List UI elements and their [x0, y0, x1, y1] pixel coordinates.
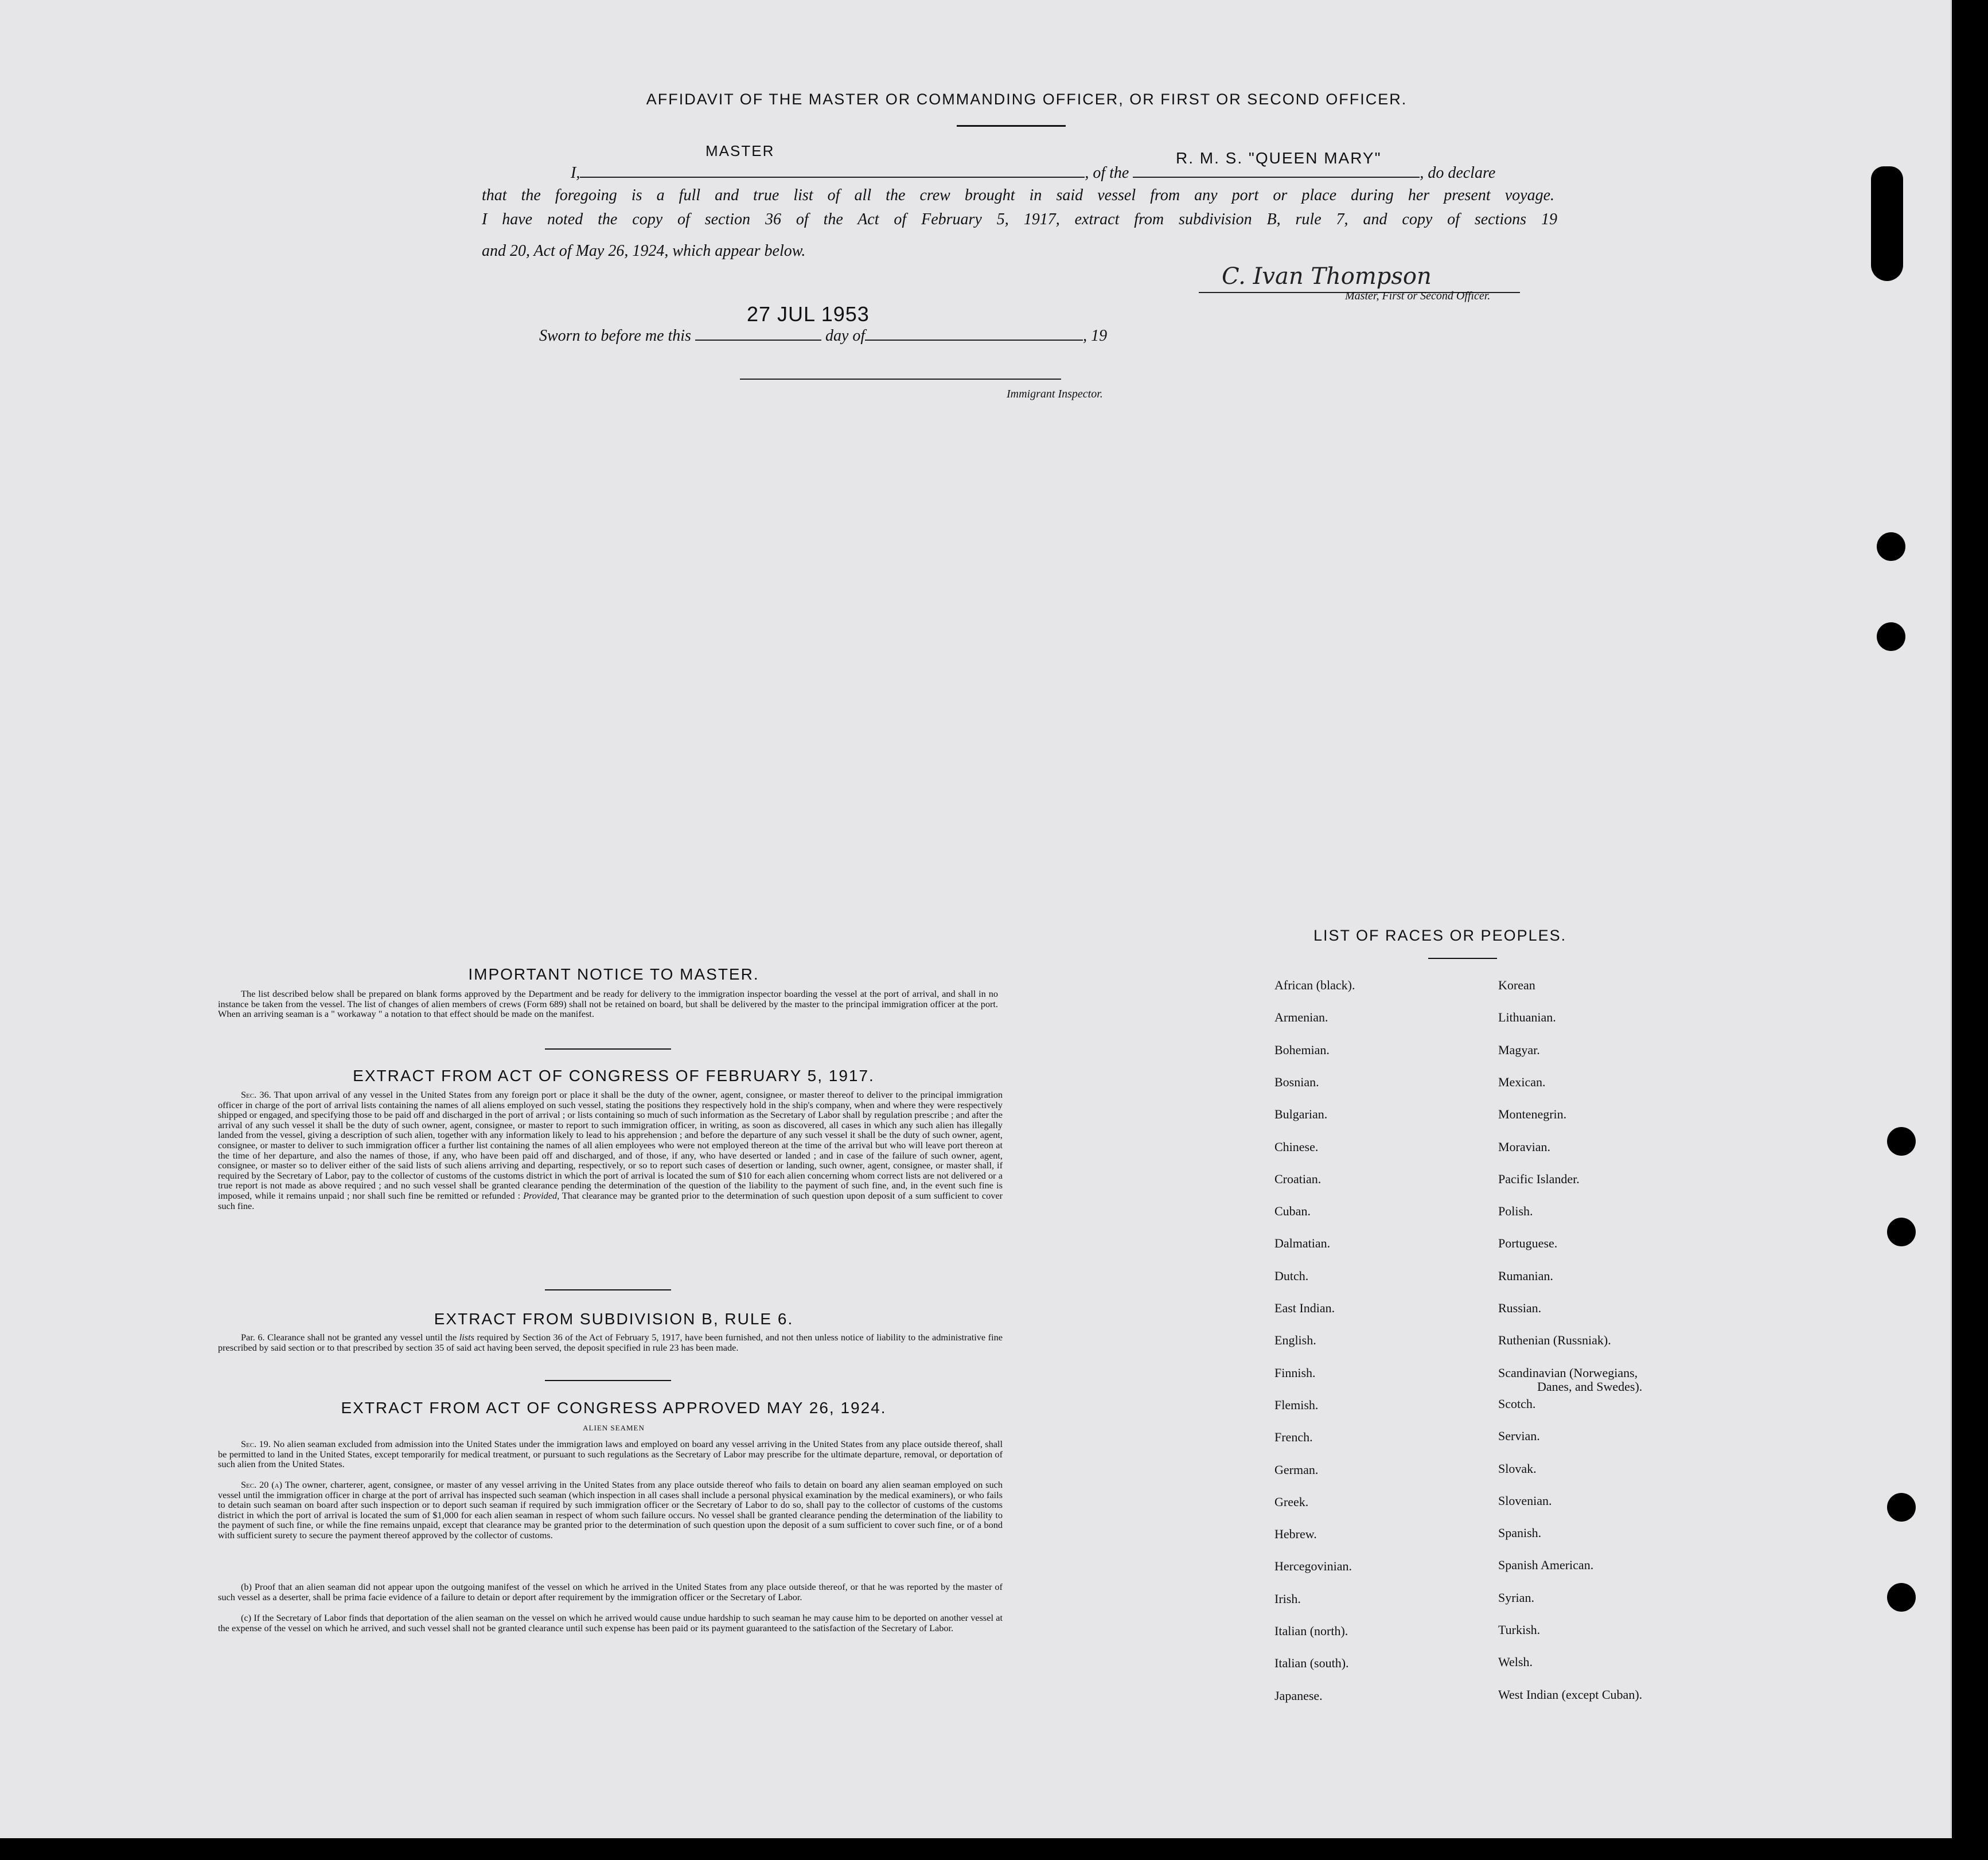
extract-rule6-body	[218, 1332, 1003, 1352]
race-item: Japanese.	[1274, 1688, 1323, 1703]
par-6-text-a: Clearance shall not be granted any vessel until the	[267, 1332, 457, 1343]
race-item: Italian (south).	[1274, 1656, 1349, 1671]
sworn-year: , 19	[1083, 327, 1108, 345]
race-item: Moravian.	[1498, 1139, 1551, 1154]
declaration-i: I,	[571, 164, 580, 182]
extract-1917-body	[218, 1090, 1003, 1211]
signature-text: C. Ivan Thompson	[1222, 263, 1432, 290]
master-stamp: MASTER	[705, 142, 775, 159]
inspector-caption: Immigrant Inspector.	[1007, 388, 1103, 400]
races-title: LIST OF RACES OR PEOPLES.	[1313, 927, 1567, 944]
race-item: Croatian.	[1274, 1171, 1322, 1186]
section-rule-1	[545, 1048, 671, 1050]
notice-body	[218, 989, 998, 1019]
declaration-do-declare: , do declare	[1420, 164, 1496, 182]
race-item: Bulgarian.	[1274, 1107, 1328, 1122]
race-item: Polish.	[1498, 1204, 1533, 1219]
sec-20b-label: (b)	[241, 1581, 252, 1592]
provided-word: Provided,	[523, 1190, 560, 1201]
race-item: Chinese.	[1274, 1139, 1319, 1154]
notice-text: The list described below shall be prepared on blank forms approved by the Department and be ready for delivery to the immigration inspector boarding the vessel at the port of arrival, and shall in no instance be taken from the vessel. The list of changes of alien members of crews (Form 689) shall not be retained on board, but shall be delivered by the master to the principal immigration officer at the port. When an arriving seaman is a " workaway " a notation to that effect should be made on the manifest.	[218, 988, 998, 1020]
sec-20c-paragraph	[218, 1613, 1003, 1633]
inspector-signature-line[interactable]	[740, 379, 1061, 380]
sworn-month-blank[interactable]	[865, 340, 1083, 341]
sworn-prefix: Sworn to before me this	[539, 327, 691, 345]
master-name-blank[interactable]	[580, 177, 1085, 178]
race-item: Pacific Islander.	[1498, 1171, 1580, 1186]
race-item: Ruthenian (Russniak).	[1498, 1333, 1611, 1348]
extract-rule6-title: EXTRACT FROM SUBDIVISION B, RULE 6.	[434, 1310, 794, 1328]
race-item: West Indian (except Cuban).	[1498, 1687, 1643, 1702]
sworn-day-of: day of	[825, 327, 866, 345]
punch-hole	[1887, 1493, 1916, 1522]
race-item: Spanish American.	[1498, 1558, 1594, 1573]
race-item: Magyar.	[1498, 1042, 1540, 1057]
sec-20a-paragraph	[218, 1480, 1003, 1541]
section-rule-3	[545, 1380, 671, 1381]
race-item: Armenian.	[1274, 1010, 1328, 1025]
sec-19-text: No alien seaman excluded from admission into the United States under the immigration laws and employed on board any vessel arriving in the United States from any place outside thereof, shall be permitted to land in the United States, except temporarily for medical treatment, or pursuant to such regulations as the Secretary of Labor may prescribe for the ultimate departure, removal, or deportation of such alien from the United States.	[218, 1438, 1003, 1470]
race-item: Bosnian.	[1274, 1074, 1319, 1089]
sec-19-paragraph	[218, 1439, 1003, 1469]
vessel-name: R. M. S. "QUEEN MARY"	[1176, 149, 1382, 167]
race-item: Italian (north).	[1274, 1624, 1348, 1638]
race-item: Portuguese.	[1498, 1236, 1558, 1251]
race-item: Montenegrin.	[1498, 1107, 1567, 1122]
notice-title: IMPORTANT NOTICE TO MASTER.	[468, 965, 759, 983]
sec-20c-text: If the Secretary of Labor finds that deportation of the alien seaman on the vessel on which he arrived would cause undue hardship to such seaman he may cause him to be deported on another vessel at the expense of the vessel on which he arrived, and such vessel shall not be granted clearance until such expense has been paid or its payment guaranteed to the satisfaction of the Secretary of Labor.	[218, 1612, 1003, 1633]
sec-20a-label: Sec. 20 (a)	[241, 1479, 283, 1490]
race-item: Scandinavian (Norwegians,	[1498, 1365, 1638, 1380]
extract-1924-subtitle: ALIEN SEAMEN	[583, 1424, 645, 1432]
sec-36-label: Sec. 36.	[241, 1089, 271, 1100]
race-item: Irish.	[1274, 1591, 1301, 1606]
sworn-line	[539, 327, 1107, 345]
race-item: Slovak.	[1498, 1461, 1537, 1476]
declaration-line-2: that the foregoing is a full and true list of all the crew brought in said vessel from any port or place during her present voyage.	[482, 186, 1554, 204]
sworn-day-blank[interactable]	[695, 340, 821, 341]
race-item: Cuban.	[1274, 1204, 1311, 1219]
sec-36-text: That upon arrival of any vessel in the United States from any foreign port or place it shall be the duty of the owner, agent, consignee, or master thereof to deliver to the principal immigration officer in charge of the port of arrival lists containing the names of all aliens employed on such vessel, stating the positions they respectively hold in the ship's company, when and where they were respectively shipped or engaged, and specifying those to be paid off and discharged in the port of arrival ; or lists containing so much of such information as the Secretary of Labor shall by regulation prescribe ; and after the arrival of any such vessel it shall be the duty of such owner, agent, consignee, or master to report to such immigration officer, in writing, as soon as discovered, all cases in which any such alien has illegally landed from the vessel, giving a description of such alien, together with any information likely to lead to his apprehension ; and before the departure of any such vessel it shall be the duty of such owner, agent, consignee, or master to deliver to such immigration officer a further list containing the names of all alien employees who were not employed thereon at the time of the arrival but who will leave port thereon at the time of her departure, and also the names of those, if any, who have been paid off and discharged, and of those, if any, who have deserted or landed ; and in case of the failure of such owner, agent, consignee, or master so to deliver either of the said lists of such aliens arriving and departing, respectively, or so to report such cases of desertion or landing, such owner, agent, consignee, or master shall, if required by the Secretary of Labor, pay to the collector of customs of the customs district in which the port of arrival is located the sum of $10 for each alien concerning whom correct lists are not delivered or a true report is not made as above required ; and no such vessel shall be granted clearance pending the determination of the question of the liability to the payment of such fine, and, in the event such fine is imposed, while it remains unpaid ; nor shall such fine be remitted or refunded :	[218, 1089, 1003, 1201]
sec-20b-paragraph	[218, 1582, 1003, 1602]
race-item: East Indian.	[1274, 1301, 1335, 1315]
sec-20b-text: Proof that an alien seaman did not appear upon the outgoing manifest of the vessel on which he arrived in the United States from any place outside thereof, or that he was reported by the master of such vessel as a deserter, shall be prima facie evidence of a failure to detain or deport after requirement by the immigration officer or the Secretary of Labor.	[218, 1581, 1003, 1602]
punch-hole	[1887, 1218, 1916, 1246]
par-6-text-b: required by Section 36 of the Act of February 5, 1917, have been furnished, and not then unless notice of liability to the administrative fine prescribed by said section or to that prescribed by section 35 of said act having been served, the deposit specified in rule 23 has been made.	[218, 1332, 1003, 1353]
race-item: Finnish.	[1274, 1365, 1316, 1380]
race-item: Flemish.	[1274, 1397, 1319, 1412]
race-item: Korean	[1498, 978, 1535, 992]
signature-caption: Master, First or Second Officer.	[1345, 290, 1491, 302]
lists-word: lists	[459, 1332, 474, 1343]
punch-hole	[1877, 532, 1905, 561]
race-item: Danes, and Swedes).	[1537, 1379, 1643, 1394]
section-rule-2	[545, 1289, 671, 1290]
declaration-of-the: , of the	[1085, 164, 1129, 182]
sec-20c-label: (c)	[241, 1612, 252, 1623]
race-item: Slovenian.	[1498, 1493, 1552, 1508]
race-item: Dutch.	[1274, 1268, 1309, 1283]
races-title-rule	[1428, 958, 1497, 959]
race-item: Russian.	[1498, 1301, 1542, 1315]
sec-19-label: Sec. 19.	[241, 1438, 271, 1449]
race-item: Lithuanian.	[1498, 1010, 1556, 1025]
race-item: Hebrew.	[1274, 1527, 1317, 1542]
race-item: Greek.	[1274, 1494, 1309, 1509]
race-item: Syrian.	[1498, 1590, 1534, 1605]
race-item: English.	[1274, 1333, 1316, 1348]
race-item: Mexican.	[1498, 1074, 1546, 1089]
race-item: Turkish.	[1498, 1623, 1541, 1637]
punch-hole	[1877, 622, 1905, 651]
race-item: Dalmatian.	[1274, 1236, 1331, 1251]
race-item: Hercegovinian.	[1274, 1559, 1352, 1574]
race-item: Welsh.	[1498, 1655, 1533, 1670]
extract-1917-title: EXTRACT FROM ACT OF CONGRESS OF FEBRUARY 5, 1917.	[353, 1067, 875, 1085]
punch-hole	[1887, 1583, 1916, 1612]
race-item: Servian.	[1498, 1429, 1540, 1444]
punch-hole	[1887, 1127, 1916, 1156]
declaration-line-4: and 20, Act of May 26, 1924, which appear below.	[482, 242, 806, 260]
race-item: Spanish.	[1498, 1526, 1542, 1541]
race-item: German.	[1274, 1462, 1319, 1477]
race-item: African (black).	[1274, 978, 1355, 992]
staple-mark	[1871, 166, 1903, 281]
race-item: Scotch.	[1498, 1396, 1536, 1411]
vessel-name-blank[interactable]	[1133, 177, 1420, 178]
title-rule	[957, 125, 1066, 127]
race-item: Rumanian.	[1498, 1268, 1553, 1283]
sec-36-text-end: That clearance may be granted prior to the determination of such question upon deposit of a sum sufficient to cover such fine.	[218, 1190, 1003, 1211]
extract-1924-title: EXTRACT FROM ACT OF CONGRESS APPROVED MAY 26, 1924.	[341, 1399, 887, 1417]
sworn-date-stamp: 27 JUL 1953	[747, 302, 870, 326]
affidavit-title: AFFIDAVIT OF THE MASTER OR COMMANDING OFFICER, OR FIRST OR SECOND OFFICER.	[646, 91, 1408, 108]
sec-20a-text: The owner, charterer, agent, consignee, or master of any vessel arriving in the United States from any place outside thereof who fails to detain on board any alien seaman employed on such vessel until the immigration officer in charge at the port of arrival has inspected such seaman (which inspection in all cases shall include a personal physical examination by the medical examiners), or who fails to detain such seaman on board after such inspection or to deport such seaman if required by such immigration officer or the Secretary of Labor to do so, shall pay to the collector of customs of the customs district in which the port of arrival is located the sum of $1,000 for each alien seaman in respect of whom such failure occurs. No vessel shall be granted clearance pending the determination of the liability to the payment of such fine, or while the fine remains unpaid, except that clearance may be granted prior to the determination of such question upon the deposit of a sum sufficient to cover such fine, or of a bond with sufficient surety to secure the payment thereof approved by the collector of customs.	[218, 1479, 1003, 1541]
race-item: Bohemian.	[1274, 1042, 1330, 1057]
race-item: French.	[1274, 1430, 1313, 1445]
par-6-label: Par. 6.	[241, 1332, 265, 1343]
declaration-line-3: I have noted the copy of section 36 of the Act of February 5, 1917, extract from subdivision B, rule 7, and copy of sections 19	[482, 210, 1557, 228]
